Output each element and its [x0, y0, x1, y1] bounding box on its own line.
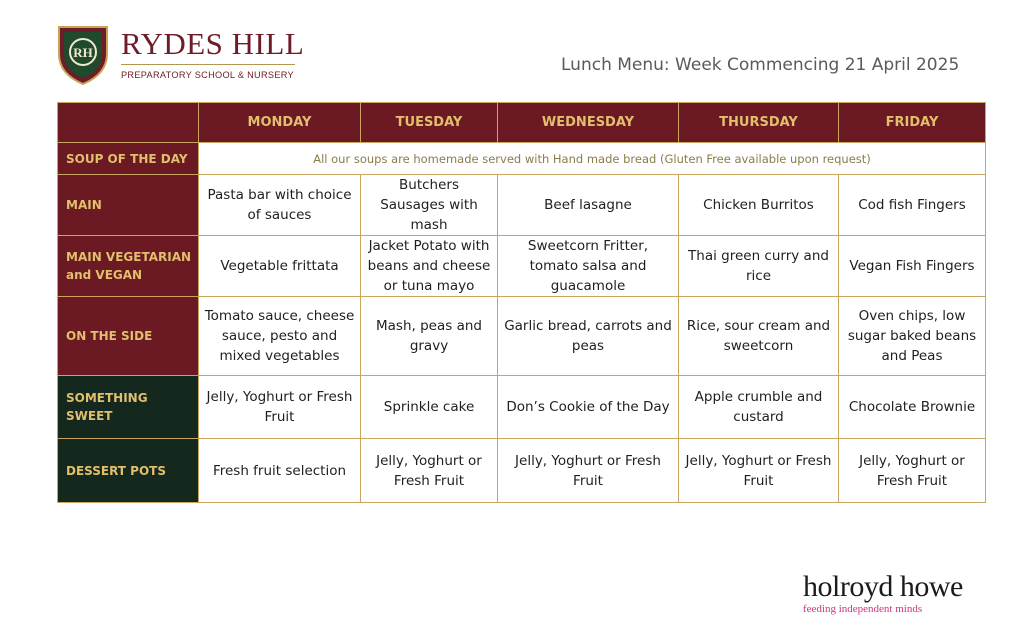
school-subtitle: PREPARATORY SCHOOL & NURSERY	[121, 70, 294, 80]
menu-cell: Butchers Sausages with mash	[361, 175, 498, 236]
day-header: THURSDAY	[679, 103, 839, 143]
row-label: ON THE SIDE	[58, 297, 199, 376]
caterer-name: holroyd howe	[803, 570, 963, 603]
table-row	[58, 376, 986, 439]
row-label: MAIN	[58, 175, 199, 236]
day-header-row	[58, 103, 986, 143]
menu-cell: Chocolate Brownie	[839, 376, 986, 439]
corner-cell	[58, 103, 199, 143]
school-name: RYDES HILL	[121, 26, 305, 61]
caterer-logo	[803, 572, 963, 615]
menu-cell: Tomato sauce, cheese sauce, pesto and mixed vegetables	[199, 297, 361, 376]
menu-cell: Vegetable frittata	[199, 236, 361, 297]
menu-cell: Beef lasagne	[498, 175, 679, 236]
day-header: MONDAY	[199, 103, 361, 143]
menu-cell: Fresh fruit selection	[199, 439, 361, 503]
menu-cell: Jelly, Yoghurt or Fresh Fruit	[498, 439, 679, 503]
menu-cell: Thai green curry and rice	[679, 236, 839, 297]
school-logo	[55, 24, 304, 88]
menu-cell: Cod fish Fingers	[839, 175, 986, 236]
menu-cell: Apple crumble and custard	[679, 376, 839, 439]
soup-row	[58, 143, 986, 175]
row-label: SOUP OF THE DAY	[58, 143, 199, 175]
menu-cell: Rice, sour cream and sweetcorn	[679, 297, 839, 376]
menu-cell: Don’s Cookie of the Day	[498, 376, 679, 439]
table-row	[58, 236, 986, 297]
row-label: DESSERT POTS	[58, 439, 199, 503]
day-header: TUESDAY	[361, 103, 498, 143]
table-row	[58, 175, 986, 236]
menu-cell: Pasta bar with choice of sauces	[199, 175, 361, 236]
crest-monogram: RH	[73, 45, 93, 60]
menu-cell: Sprinkle cake	[361, 376, 498, 439]
row-label: MAIN VEGETARIAN and VEGAN	[58, 236, 199, 297]
row-label: SOMETHING SWEET	[58, 376, 199, 439]
soup-note: All our soups are homemade served with Hand made bread (Gluten Free available upon request)	[199, 143, 986, 175]
menu-cell: Sweetcorn Fritter, tomato salsa and guacamole	[498, 236, 679, 297]
menu-cell: Jelly, Yoghurt or Fresh Fruit	[679, 439, 839, 503]
lunch-menu-table	[57, 102, 986, 503]
day-header: WEDNESDAY	[498, 103, 679, 143]
table-row	[58, 439, 986, 503]
menu-cell: Chicken Burritos	[679, 175, 839, 236]
table-row	[58, 297, 986, 376]
menu-cell: Oven chips, low sugar baked beans and Peas	[839, 297, 986, 376]
menu-cell: Jelly, Yoghurt or Fresh Fruit	[839, 439, 986, 503]
page-title: Lunch Menu: Week Commencing 21 April 2025	[561, 55, 960, 75]
menu-cell: Jelly, Yoghurt or Fresh Fruit	[361, 439, 498, 503]
menu-cell: Jelly, Yoghurt or Fresh Fruit	[199, 376, 361, 439]
school-name-divider	[121, 64, 295, 65]
menu-cell: Garlic bread, carrots and peas	[498, 297, 679, 376]
menu-cell: Vegan Fish Fingers	[839, 236, 986, 297]
menu-cell: Mash, peas and gravy	[361, 297, 498, 376]
day-header: FRIDAY	[839, 103, 986, 143]
menu-cell: Jacket Potato with beans and cheese or tuna mayo	[361, 236, 498, 297]
school-crest-icon	[55, 24, 111, 86]
caterer-tagline: feeding independent minds	[803, 603, 923, 615]
